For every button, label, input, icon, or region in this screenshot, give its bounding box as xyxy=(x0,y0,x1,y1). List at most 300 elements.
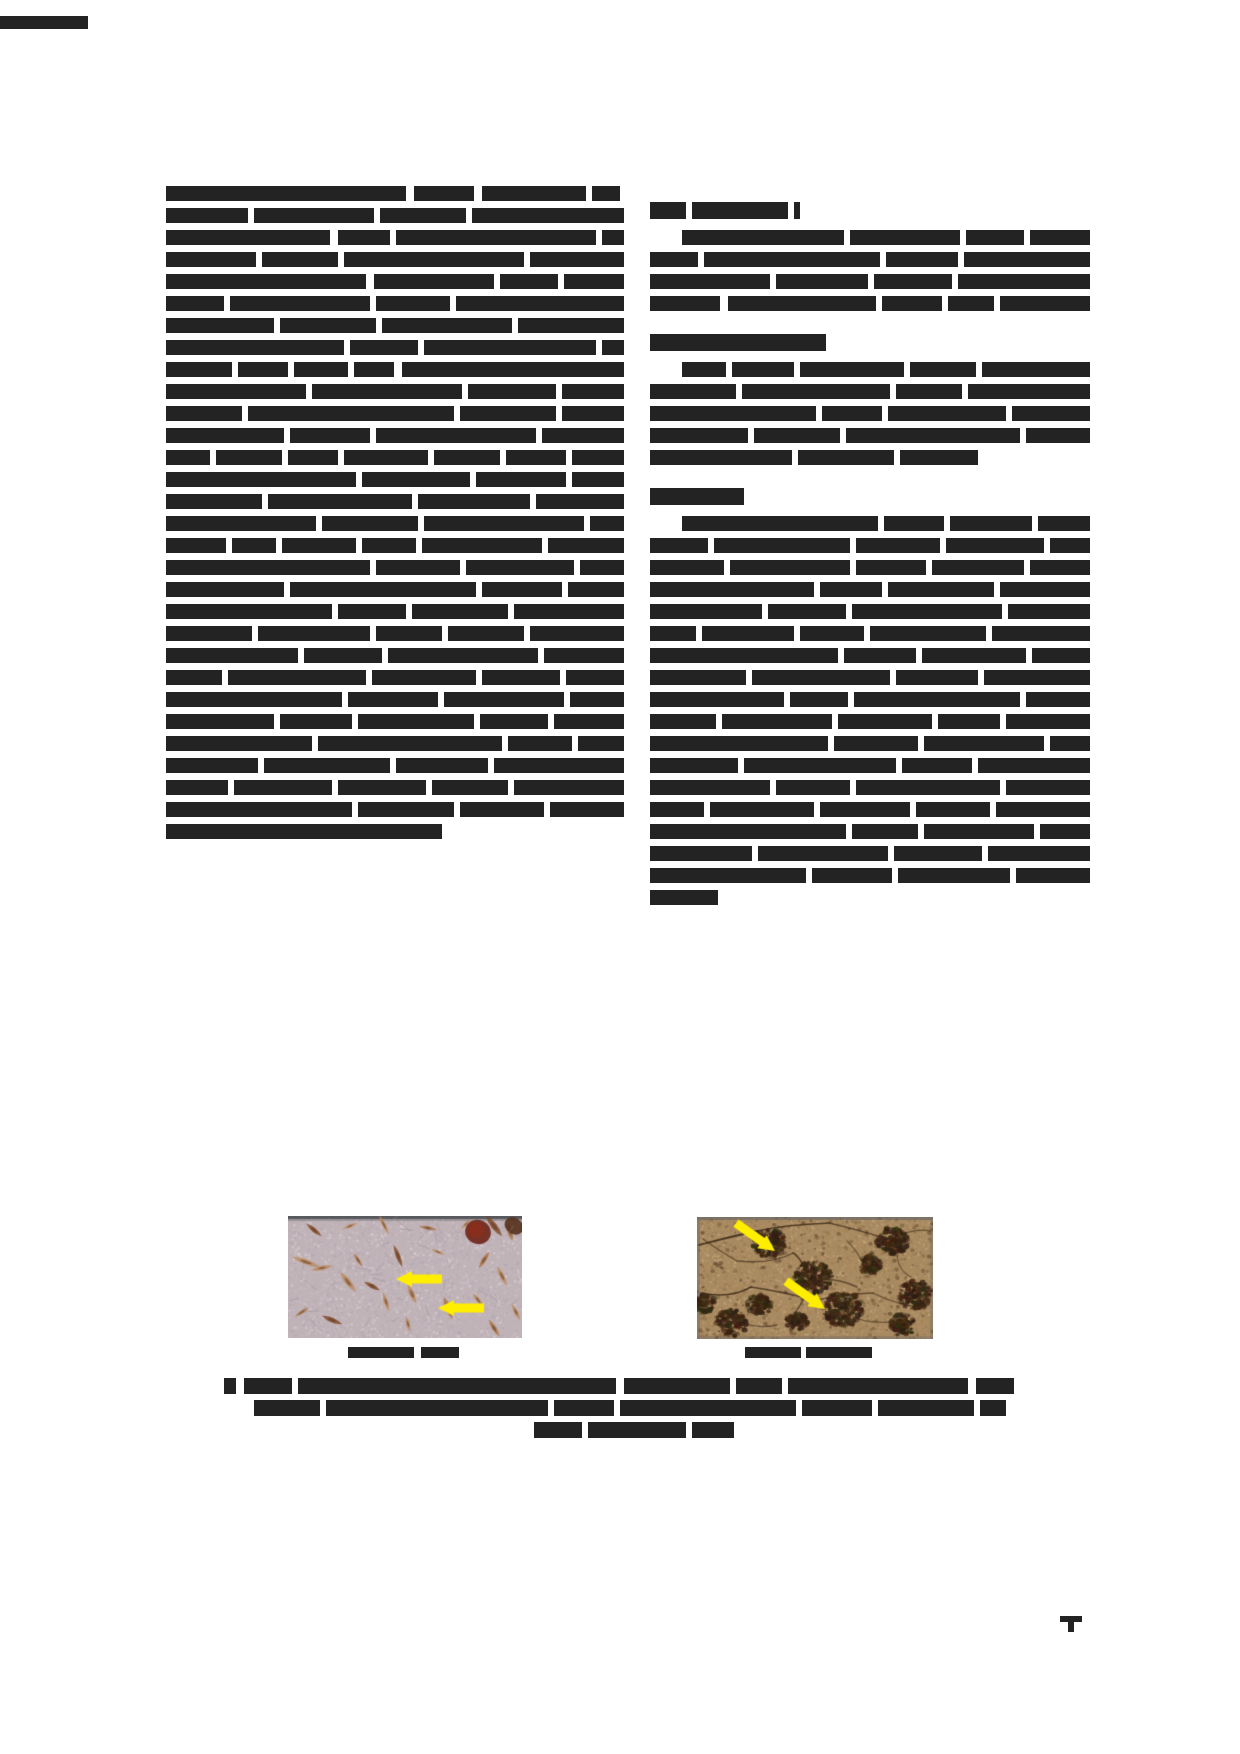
redacted-word xyxy=(850,230,960,245)
redacted-word xyxy=(338,230,390,245)
redacted-word xyxy=(888,406,1006,421)
redacted-word xyxy=(290,582,476,597)
redacted-text-line xyxy=(166,626,624,648)
redacted-word xyxy=(692,1422,734,1438)
redacted-word xyxy=(380,208,466,223)
redacted-word xyxy=(294,362,348,377)
redacted-word xyxy=(950,516,1032,531)
redacted-word xyxy=(1026,692,1090,707)
redacted-word xyxy=(166,208,248,223)
redacted-paragraph xyxy=(166,186,624,450)
redacted-word xyxy=(362,538,416,553)
redacted-word xyxy=(166,582,284,597)
redacted-word xyxy=(682,516,878,531)
redacted-word xyxy=(166,472,356,487)
redacted-word xyxy=(968,384,1090,399)
redacted-word xyxy=(650,802,704,817)
redacted-word xyxy=(362,472,470,487)
redacted-text-line xyxy=(650,450,1090,472)
redacted-word xyxy=(166,362,232,377)
redacted-text-line xyxy=(166,318,624,340)
redacted-word xyxy=(580,560,624,575)
redacted-word xyxy=(1050,538,1090,553)
redacted-word xyxy=(870,626,986,641)
redacted-word xyxy=(374,274,494,289)
redacted-text-line xyxy=(650,714,1090,736)
page-footer-mark xyxy=(1060,1616,1082,1632)
redacted-word xyxy=(494,758,624,773)
redacted-word xyxy=(344,450,428,465)
redacted-text-line xyxy=(166,802,624,824)
redacted-text-line xyxy=(166,252,624,274)
redacted-word xyxy=(882,296,942,311)
redacted-word xyxy=(846,428,1020,443)
redacted-word xyxy=(506,450,566,465)
redacted-word xyxy=(854,692,1020,707)
subcaption-right-part-a xyxy=(745,1347,801,1358)
redacted-word xyxy=(800,362,904,377)
redacted-word xyxy=(480,714,548,729)
redacted-text-line xyxy=(650,648,1090,670)
redacted-word xyxy=(514,780,624,795)
redacted-word xyxy=(758,846,888,861)
redacted-word xyxy=(844,648,916,663)
redacted-word xyxy=(166,714,274,729)
figure-caption xyxy=(224,1379,1014,1445)
running-head-left xyxy=(0,0,70,16)
redacted-word xyxy=(358,714,474,729)
redacted-word xyxy=(946,538,1044,553)
redacted-word xyxy=(620,1400,796,1416)
redacted-word xyxy=(650,670,746,685)
redacted-word xyxy=(592,186,620,201)
redacted-word xyxy=(1038,516,1090,531)
redacted-word xyxy=(650,736,828,751)
redacted-word xyxy=(742,384,890,399)
redacted-word xyxy=(376,560,460,575)
redacted-word xyxy=(650,692,784,707)
redacted-word xyxy=(624,1378,730,1394)
redacted-word xyxy=(650,560,724,575)
redacted-word xyxy=(500,274,558,289)
redacted-word xyxy=(896,670,978,685)
redacted-word xyxy=(166,274,366,289)
redacted-word xyxy=(264,758,390,773)
redacted-word xyxy=(1032,648,1090,663)
redacted-word xyxy=(166,648,298,663)
redacted-text-line xyxy=(166,736,624,758)
redacted-word xyxy=(744,758,896,773)
redacted-text-line xyxy=(166,428,624,450)
redacted-word xyxy=(732,362,794,377)
redacted-word xyxy=(166,604,332,619)
redacted-word xyxy=(650,384,736,399)
redacted-word xyxy=(650,202,686,219)
redacted-word xyxy=(482,670,560,685)
redacted-word xyxy=(578,736,624,751)
redacted-word xyxy=(650,824,846,839)
redacted-text-line xyxy=(650,560,1090,582)
redacted-word xyxy=(838,714,932,729)
redacted-word xyxy=(996,802,1090,817)
redacted-text-line xyxy=(650,692,1090,714)
redacted-word xyxy=(902,758,972,773)
redacted-word xyxy=(166,736,312,751)
redacted-word xyxy=(602,340,624,355)
redacted-text-line xyxy=(166,362,624,384)
redacted-word xyxy=(650,296,720,311)
redacted-word xyxy=(650,626,696,641)
redacted-word xyxy=(326,1400,548,1416)
redacted-word xyxy=(588,1422,686,1438)
redacted-text-line xyxy=(166,516,624,538)
redacted-word xyxy=(254,208,374,223)
redacted-word xyxy=(244,1378,292,1394)
redacted-text-line xyxy=(166,714,624,736)
redacted-word xyxy=(166,296,224,311)
redacted-word xyxy=(322,516,418,531)
redacted-text-line xyxy=(166,208,624,230)
page-mark-stem xyxy=(1068,1620,1074,1632)
redacted-word xyxy=(1050,736,1090,751)
redacted-word xyxy=(280,318,376,333)
redacted-text-line xyxy=(650,868,1090,890)
redacted-word xyxy=(568,582,624,597)
redacted-text-line xyxy=(166,230,624,252)
redacted-word xyxy=(776,780,850,795)
redacted-word xyxy=(650,890,718,905)
redacted-text-line xyxy=(650,362,1090,384)
redacted-text-line xyxy=(166,494,624,516)
redacted-paragraph xyxy=(650,230,1090,318)
redacted-text-line xyxy=(650,252,1090,274)
redacted-word xyxy=(338,780,426,795)
redacted-text-line xyxy=(166,582,624,604)
redacted-word xyxy=(388,648,538,663)
redacted-word xyxy=(554,714,624,729)
redacted-text-line xyxy=(650,758,1090,780)
redacted-word xyxy=(298,1378,616,1394)
redacted-word xyxy=(572,472,624,487)
redacted-word xyxy=(754,428,840,443)
redacted-word xyxy=(710,802,814,817)
redacted-word xyxy=(372,670,476,685)
redacted-text-line xyxy=(650,428,1090,450)
redacted-word xyxy=(562,384,624,399)
redacted-word xyxy=(886,252,958,267)
redacted-text-line xyxy=(650,516,1090,538)
redacted-text-line xyxy=(650,670,1090,692)
redacted-word xyxy=(418,494,530,509)
redacted-word xyxy=(358,802,454,817)
redacted-word xyxy=(874,274,952,289)
redacted-text-line xyxy=(166,648,624,670)
redacted-word xyxy=(650,582,814,597)
redacted-word xyxy=(166,230,330,245)
redacted-word xyxy=(692,202,788,219)
redacted-word xyxy=(564,274,624,289)
redacted-word xyxy=(682,230,844,245)
redacted-word xyxy=(248,406,454,421)
redacted-text-line xyxy=(166,604,624,626)
redacted-word xyxy=(166,406,242,421)
redacted-word xyxy=(878,1400,974,1416)
redacted-word xyxy=(802,1400,872,1416)
redacted-word xyxy=(800,626,864,641)
redacted-word xyxy=(1016,868,1090,883)
redacted-text-line xyxy=(166,824,624,846)
redacted-word xyxy=(166,538,226,553)
redacted-text-line xyxy=(650,736,1090,758)
redacted-word xyxy=(898,868,1010,883)
redacted-word xyxy=(790,692,848,707)
text-column-right xyxy=(650,186,1090,912)
redacted-word xyxy=(448,626,524,641)
section-heading xyxy=(650,486,1090,510)
redacted-word xyxy=(166,384,306,399)
redacted-word xyxy=(924,736,1044,751)
redacted-text-line xyxy=(166,186,624,208)
redacted-word xyxy=(544,648,624,663)
redacted-word xyxy=(518,318,624,333)
redacted-word xyxy=(980,1400,1006,1416)
redacted-word xyxy=(224,1378,236,1394)
redacted-word xyxy=(216,450,282,465)
redacted-word xyxy=(382,318,512,333)
redacted-word xyxy=(232,538,276,553)
redacted-word xyxy=(468,384,556,399)
redacted-word xyxy=(166,428,284,443)
redacted-text-line xyxy=(166,340,624,362)
redacted-word xyxy=(650,538,708,553)
redacted-word xyxy=(280,714,352,729)
redacted-text-line xyxy=(166,296,624,318)
redacted-paragraph xyxy=(650,516,1090,912)
redacted-word xyxy=(602,230,624,245)
redacted-word xyxy=(788,1378,968,1394)
redacted-word xyxy=(916,802,990,817)
redacted-word xyxy=(572,450,624,465)
redacted-word xyxy=(508,736,572,751)
redacted-text-line xyxy=(650,274,1090,296)
redacted-word xyxy=(1030,560,1090,575)
redacted-word xyxy=(650,780,770,795)
redacted-word xyxy=(282,538,356,553)
redacted-text-line xyxy=(166,560,624,582)
redacted-word xyxy=(820,582,882,597)
redacted-word xyxy=(702,626,794,641)
redacted-text-line xyxy=(650,802,1090,824)
redacted-word xyxy=(650,488,744,505)
redacted-text-line xyxy=(166,274,624,296)
redacted-word xyxy=(230,296,370,311)
redacted-word xyxy=(482,582,562,597)
redacted-word xyxy=(978,758,1090,773)
text-column-left xyxy=(166,186,624,846)
redacted-word xyxy=(166,802,352,817)
redacted-word xyxy=(534,1422,582,1438)
redacted-word xyxy=(856,560,926,575)
redacted-word xyxy=(798,450,894,465)
redacted-word xyxy=(338,604,406,619)
redacted-text-line xyxy=(650,582,1090,604)
redacted-text-line xyxy=(650,890,1090,912)
redacted-word xyxy=(948,296,994,311)
redacted-word xyxy=(736,1378,782,1394)
redacted-text-line xyxy=(650,406,1090,428)
redacted-paragraph xyxy=(650,362,1090,472)
redacted-word xyxy=(414,186,474,201)
redacted-word xyxy=(650,868,806,883)
redacted-text-line xyxy=(650,626,1090,648)
redacted-word xyxy=(262,252,338,267)
redacted-word xyxy=(304,648,382,663)
redacted-word xyxy=(752,670,890,685)
redacted-word xyxy=(166,186,406,201)
redacted-text-line xyxy=(650,846,1090,868)
redacted-word xyxy=(562,406,624,421)
redacted-word xyxy=(166,758,258,773)
redacted-word xyxy=(268,494,412,509)
redacted-word xyxy=(910,362,976,377)
redacted-text-line xyxy=(650,604,1090,626)
redacted-word xyxy=(228,670,366,685)
running-head-right xyxy=(0,16,88,29)
redacted-text-line xyxy=(166,538,624,560)
redacted-word xyxy=(722,714,832,729)
redacted-word xyxy=(888,582,994,597)
redacted-word xyxy=(166,626,252,641)
redacted-word xyxy=(1040,824,1090,839)
redacted-word xyxy=(650,274,770,289)
redacted-text-line xyxy=(650,384,1090,406)
redacted-word xyxy=(434,450,500,465)
redacted-word xyxy=(344,252,524,267)
redacted-word xyxy=(396,758,488,773)
redacted-word xyxy=(166,252,256,267)
redacted-text-line xyxy=(166,384,624,406)
redacted-word xyxy=(1008,604,1090,619)
redacted-word xyxy=(728,296,876,311)
section-heading xyxy=(650,332,1090,356)
redacted-word xyxy=(1030,230,1090,245)
redacted-word xyxy=(852,824,918,839)
redacted-paragraph xyxy=(166,450,624,846)
redacted-word xyxy=(166,450,210,465)
redacted-word xyxy=(312,384,462,399)
redacted-word xyxy=(812,868,892,883)
redacted-word xyxy=(548,538,624,553)
redacted-word xyxy=(354,362,394,377)
redacted-word xyxy=(288,450,338,465)
redacted-word xyxy=(536,494,624,509)
redacted-word xyxy=(1006,714,1090,729)
redacted-word xyxy=(444,692,564,707)
redacted-word xyxy=(794,202,800,219)
redacted-word xyxy=(376,428,536,443)
redacted-word xyxy=(1006,780,1090,795)
redacted-word xyxy=(432,780,508,795)
redacted-word xyxy=(402,362,624,377)
redacted-word xyxy=(290,428,370,443)
redacted-word xyxy=(650,450,792,465)
redacted-word xyxy=(166,494,262,509)
redacted-word xyxy=(566,670,624,685)
redacted-word xyxy=(682,362,726,377)
redacted-word xyxy=(376,626,442,641)
redacted-word xyxy=(238,362,288,377)
redacted-word xyxy=(938,714,1000,729)
redacted-text-line xyxy=(166,692,624,714)
redacted-word xyxy=(650,846,752,861)
redacted-text-line xyxy=(650,538,1090,560)
redacted-word xyxy=(350,340,418,355)
redacted-word xyxy=(650,648,838,663)
redacted-word xyxy=(318,736,502,751)
redacted-word xyxy=(234,780,332,795)
redacted-word xyxy=(966,230,1024,245)
redacted-text-line xyxy=(224,1401,1014,1423)
redacted-word xyxy=(466,560,574,575)
redacted-text-line xyxy=(166,450,624,472)
redacted-text-line xyxy=(166,758,624,780)
redacted-text-line xyxy=(224,1379,1014,1401)
redacted-word xyxy=(650,714,716,729)
redacted-word xyxy=(348,692,438,707)
redacted-word xyxy=(932,560,1024,575)
redacted-word xyxy=(896,384,962,399)
redacted-word xyxy=(650,758,738,773)
redacted-text-line xyxy=(650,230,1090,252)
redacted-word xyxy=(460,406,556,421)
redacted-word xyxy=(166,340,344,355)
micrograph-left-image xyxy=(288,1216,522,1338)
redacted-word xyxy=(1012,406,1090,421)
redacted-word xyxy=(166,318,274,333)
redacted-word xyxy=(924,824,1034,839)
redacted-text-line xyxy=(166,472,624,494)
redacted-word xyxy=(988,846,1090,861)
redacted-word xyxy=(570,692,624,707)
redacted-word xyxy=(776,274,868,289)
redacted-word xyxy=(166,692,342,707)
redacted-text-line xyxy=(650,780,1090,802)
redacted-word xyxy=(768,604,846,619)
redacted-word xyxy=(396,230,596,245)
redacted-word xyxy=(922,648,1026,663)
redacted-word xyxy=(166,824,442,839)
subcaption-left-part-b xyxy=(421,1347,459,1358)
redacted-word xyxy=(820,802,910,817)
redacted-word xyxy=(460,802,544,817)
redacted-word xyxy=(714,538,850,553)
micrograph-right-image xyxy=(697,1217,933,1339)
redacted-word xyxy=(424,340,596,355)
redacted-text-line xyxy=(224,1423,1014,1445)
subcaption-left-part-a xyxy=(348,1347,414,1358)
redacted-word xyxy=(476,472,566,487)
redacted-word xyxy=(894,846,982,861)
redacted-text-line xyxy=(166,670,624,692)
section-heading xyxy=(650,200,1090,224)
redacted-word xyxy=(984,670,1090,685)
redacted-word xyxy=(1026,428,1090,443)
redacted-word xyxy=(822,406,882,421)
redacted-word xyxy=(482,186,586,201)
redacted-word xyxy=(1000,582,1090,597)
redacted-word xyxy=(992,626,1090,641)
redacted-word xyxy=(166,670,222,685)
